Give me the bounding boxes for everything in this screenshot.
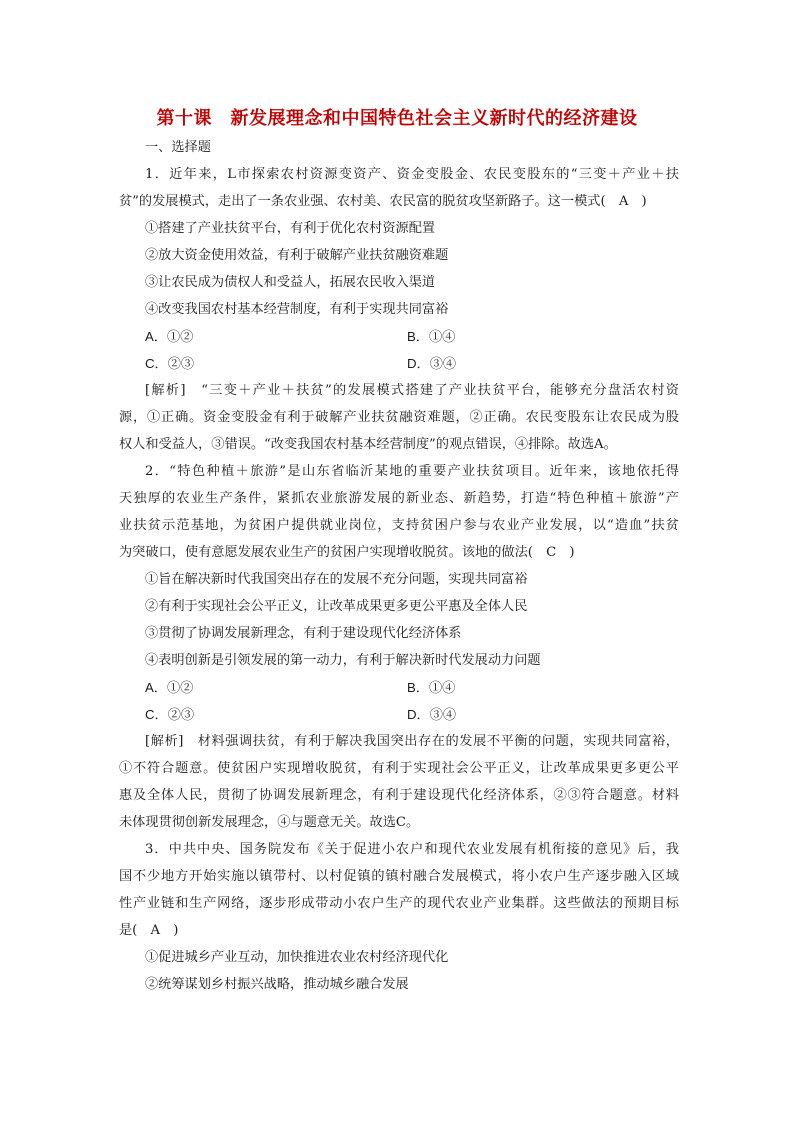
q1-options-row [119,323,679,350]
q2-item: ①旨在解决新时代我国突出存在的发展不充分问题，实现共同富裕 [145,572,528,587]
q2-option-a: A．①② [145,680,194,695]
q1-item: ①搭建了产业扶贫平台，有利于优化农村资源配置 [145,221,436,236]
q3-stem-line: 是( A ) [119,923,179,938]
q2-options-row [119,701,679,728]
q2-analysis-line: ①不符合题意。使贫困户实现增收脱贫，有利于实现社会公平正义，让改革成果更多更公平 [119,761,679,776]
q3-item: ②统筹谋划乡村振兴战略，推动城乡融合发展 [145,977,409,992]
q2-option-d: D．③④ [407,707,457,722]
q2-analysis-line: [解析] 材料强调扶贫，有利于解决我国突出存在的发展不平衡的问题，实现共同富裕， [145,734,679,749]
q3-stem-line: 3．中共中央、国务院发布《关于促进小农户和现代农业发展有机衔接的意见》后，我 [145,842,679,857]
q1-analysis-line: 权人和受益人，③错误。“改变我国农村基本经营制度”的观点错误，④排除。故选A。 [119,437,617,452]
q2-analysis-line: 惠及全体人民，贯彻了协调发展新理念，有利于建设现代化经济体系，②③符合题意。材料 [119,788,679,803]
q1-option-c: C．②③ [145,356,195,371]
page-title: 第十课 新发展理念和中国特色社会主义新时代的经济建设 [156,108,638,129]
q2-options-row [119,674,679,701]
q1-options-row [119,350,679,377]
q1-item: ③让农民成为债权人和受益人，拓展农民收入渠道 [145,275,436,290]
section-heading: 一、选择题 [145,140,211,155]
q2-stem-line: 2．“特色种植＋旅游”是山东省临沂某地的重要产业扶贫项目。近年来，该地依托得 [145,464,679,479]
q1-item: ②放大资金使用效益，有利于破解产业扶贫融资难题 [145,248,449,263]
q2-stem-line: 天独厚的农业生产条件，紧抓农业旅游发展的新业态、新趋势，打造“特色种植＋旅游”产 [119,491,679,506]
q2-option-b: B．①④ [407,680,456,695]
q1-item: ④改变我国农村基本经营制度，有利于实现共同富裕 [145,302,449,317]
q2-item: ②有利于实现社会公平正义，让改革成果更多更公平惠及全体人民 [145,599,528,614]
q2-option-c: C．②③ [145,707,195,722]
q3-stem-line: 国不少地方开始实施以镇带村、以村促镇的镇村融合发展模式，将小农户生产逐步融入区域 [119,869,679,884]
q1-analysis-line: 源，①正确。资金变股金有利于破解产业扶贫融资难题，②正确。农民变股东让农民成为股 [119,410,679,425]
q1-option-d: D．③④ [407,356,457,371]
document-body [119,134,679,998]
q2-stem-line: 业扶贫示范基地，为贫困户提供就业岗位，支持贫困户参与农业产业发展，以“造血”扶贫 [119,518,679,533]
q1-option-b: B．①④ [407,329,456,344]
q1-stem-line: 贫”的发展模式，走出了一条农业强、农村美、农民富的脱贫攻坚新路子。这一模式( A ) [119,194,647,209]
q1-option-a: A．①② [145,329,194,344]
q1-analysis-line: [解析] “三变＋产业＋扶贫”的发展模式搭建了产业扶贫平台，能够充分盘活农村资 [145,383,679,398]
q3-stem-line: 性产业链和生产网络，逐步形成带动小农户生产的现代农业产业集群。这些做法的预期目标 [119,896,679,911]
q2-stem-line: 为突破口，使有意愿发展农业生产的贫困户实现增收脱贫。该地的做法( C ) [119,545,575,560]
q2-analysis-line: 未体现贯彻创新发展理念，④与题意无关。故选C。 [119,815,420,830]
q2-item: ③贯彻了协调发展新理念，有利于建设现代化经济体系 [145,626,462,641]
q1-stem-line: 1．近年来，L市探索农村资源变资产、资金变股金、农民变股东的“三变＋产业＋扶 [145,167,679,182]
q3-item: ①促进城乡产业互动，加快推进农业农村经济现代化 [145,950,449,965]
q2-item: ④表明创新是引领发展的第一动力，有利于解决新时代发展动力问题 [145,653,541,668]
